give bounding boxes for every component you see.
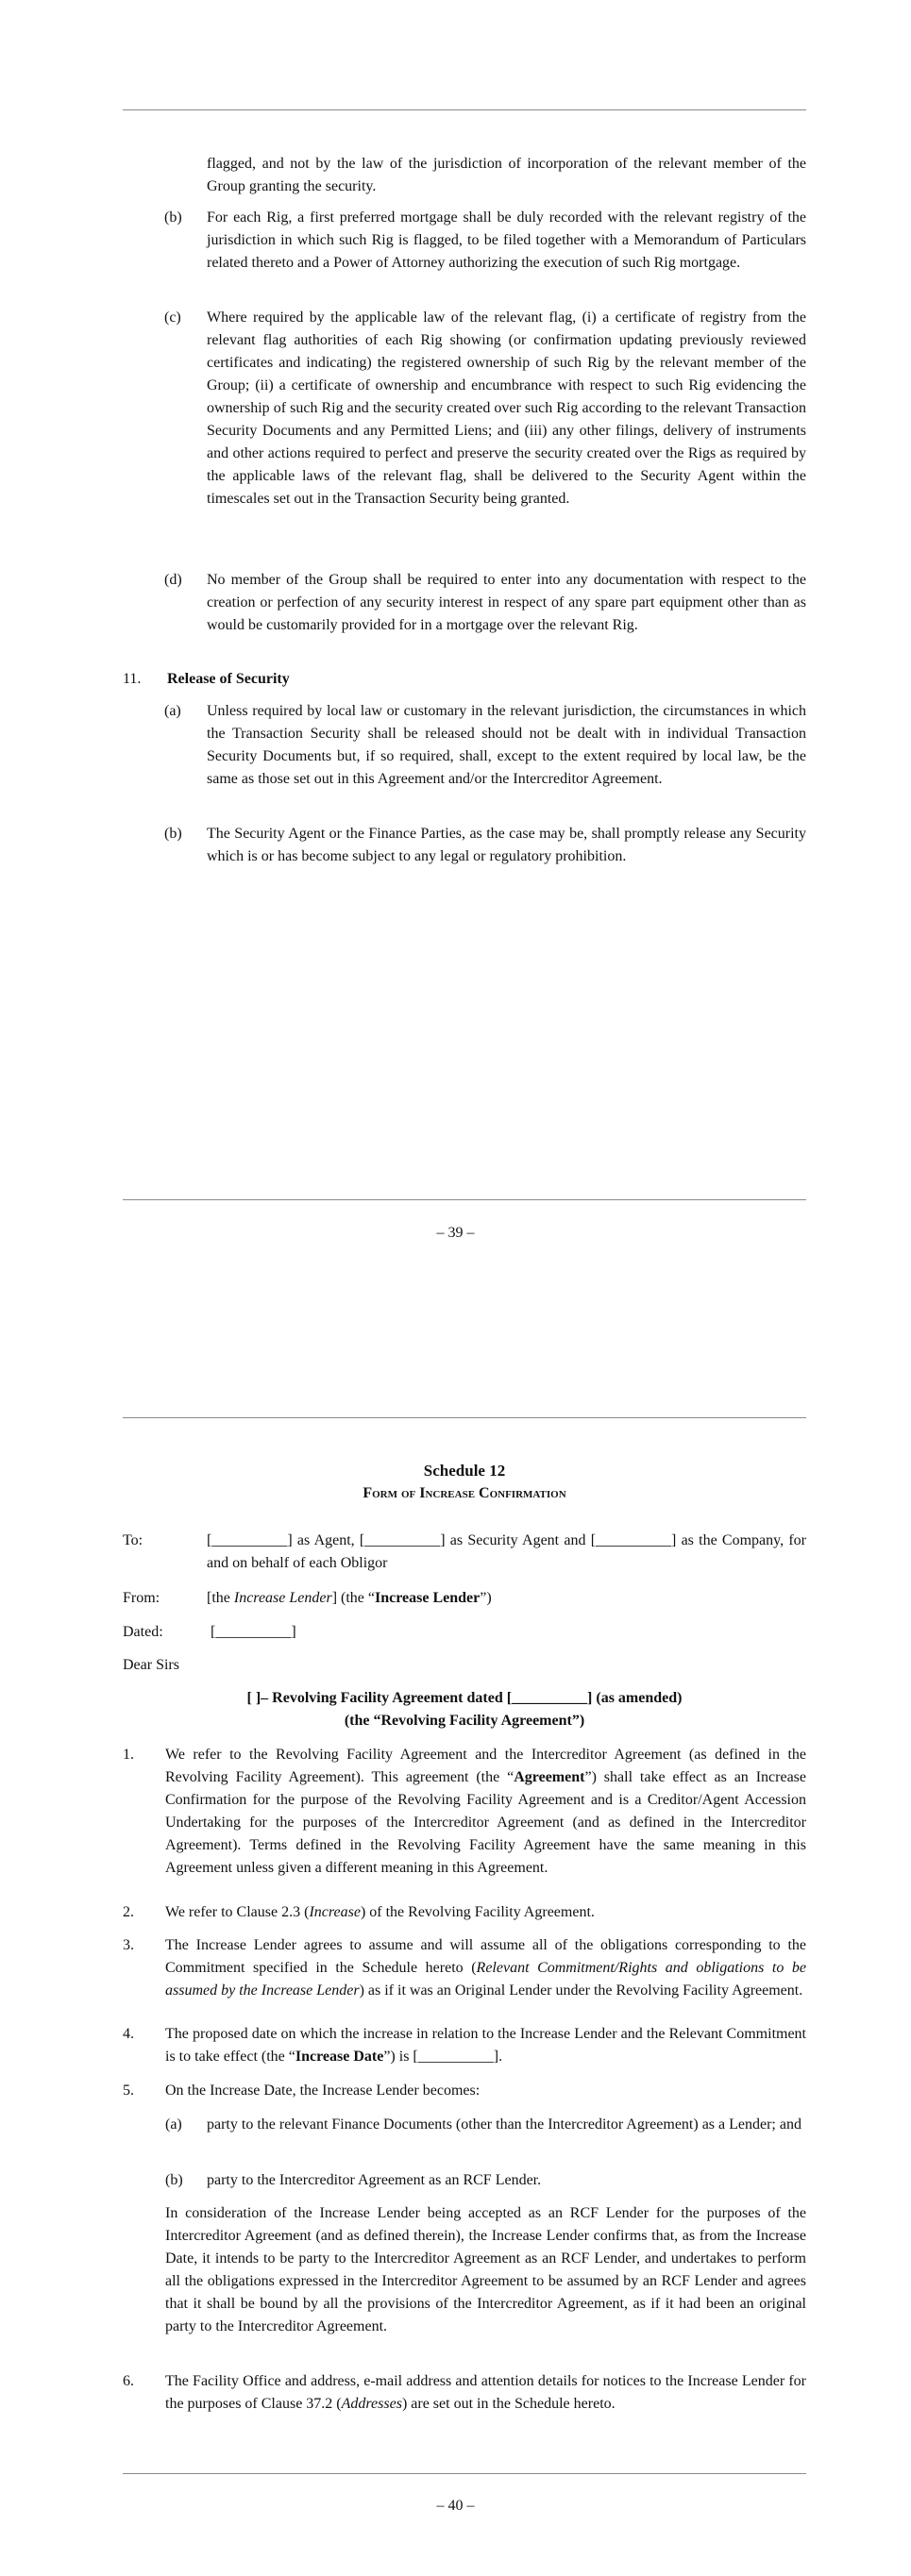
item-c-text: Where required by the applicable law of the relevant flag, (i) a certificate of registry from the relevant flag authorities of each Rig showing (or confirmation updating previously reviewed certificates and indicating) the registered ownership of such Rig by the relevant member of the Group; (ii) a certificate of ownership and encumbrance with respect to such Rig evidencing the ownership of such Rig and the security created over such Rig according to the relevant Transaction Security Documents and any Permitted Liens; and (iii) any other filings, delivery of instruments and other actions required to perfect and preserve the security created over the Rigs as required by the applicable laws of the relevant flag, shall be delivered to the Security Agent within the timescales set out in the Transaction Security being granted. — [207, 309, 806, 507]
para-6-number: 6. — [123, 2373, 134, 2389]
page-number-39: – 39 – — [436, 1225, 475, 1241]
para-4-text: The proposed date on which the increase in relation to the Increase Lender and the Relevant Commitment is to take effect (the “Increase Date”) is [__________]. — [165, 2026, 806, 2065]
footer-rule — [123, 1199, 806, 1200]
para-3-number: 3. — [123, 1937, 134, 1953]
item-d-text: No member of the Group shall be required to enter into any documentation with respect to the creation or perfection of any security interest in respect of any spare part equipment other than as would be customarily provided for in a mortgage over the relevant Rig. — [207, 572, 806, 633]
header-rule — [123, 109, 806, 110]
footer-rule-40 — [123, 2473, 806, 2474]
item-d-label: (d) — [164, 572, 182, 588]
to-label: To: — [123, 1532, 143, 1548]
para-3-text: The Increase Lender agrees to assume and will assume all of the obligations corresponding to the Commitment specified in the Schedule hereto (Relevant Commitment/Rights and obligations to be assumed by the Increase Lender) as if it was an Original Lender under the Revolving Facility Agreement. — [165, 1937, 807, 1999]
letter-heading-line2: (the “Revolving Facility Agreement”) — [344, 1713, 585, 1729]
item-c-label: (c) — [164, 309, 181, 326]
para-1-number: 1. — [123, 1747, 134, 1763]
continuation-text: flagged, and not by the law of the jurisdiction of incorporation of the relevant member of the Group granting the security. — [207, 156, 806, 194]
release-a-text: Unless required by local law or customary in the relevant jurisdiction, the circumstances in which the Transaction Security shall be released should not be dealt with in individual Transaction Security Documents but, if so required, shall, except to the extent required by local law, be the same as those set out in this Agreement and/or the Intercreditor Agreement. — [207, 703, 806, 787]
para-5-number: 5. — [123, 2083, 134, 2099]
para-2-text: We refer to Clause 2.3 (Increase) of the Revolving Facility Agreement. — [165, 1904, 595, 1920]
para-5-a-text: party to the relevant Finance Documents (other than the Intercreditor Agreement) as a Lender; and — [207, 2116, 801, 2133]
para-5-tail: In consideration of the Increase Lender being accepted as an RCF Lender for the purposes of the Intercreditor Agreement (and as defined therein), the Increase Lender confirms that, as from the Increase Date, it intends to be party to the Intercreditor Agreement as an RCF Lender, and undertakes to perform all the obligations expressed in the Intercreditor Agreement to be assumed by an RCF Lender and agrees that it shall be bound by all the provisions of the Intercreditor Agreement, as if it had been an original party to the Intercreditor Agreement. — [165, 2205, 806, 2334]
page-number-40: – 40 – — [436, 2498, 475, 2514]
to-text: [__________] as Agent, [__________] as Security Agent and [__________] as the Company, for and on behalf of each Obligor — [207, 1532, 806, 1571]
release-a-label: (a) — [164, 703, 181, 719]
schedule-subtitle: Form of Increase Confirmation — [363, 1485, 566, 1501]
letter-heading-line1: [ ]– Revolving Facility Agreement dated [__________] (as amended) — [246, 1690, 683, 1706]
release-b-label: (b) — [164, 826, 182, 842]
para-5-text: On the Increase Date, the Increase Lender becomes: — [165, 2083, 481, 2099]
section-number: 11. — [123, 671, 142, 687]
from-label: From: — [123, 1590, 160, 1606]
para-1-text: We refer to the Revolving Facility Agreement and the Intercreditor Agreement (as defined in the Revolving Facility Agreement). This agreement (the “Agreement”) shall take effect as an Increase Confirmation for the purpose of the Revolving Facility Agreement and is a Creditor/Agent Accession Undertaking for the purposes of the Intercreditor Agreement (and as defined in the Intercreditor Agreement). Terms defined in the Revolving Facility Agreement have the same meaning in this Agreement unless given a different meaning in this Agreement. — [165, 1747, 807, 1876]
item-b-label: (b) — [164, 209, 182, 226]
salutation: Dear Sirs — [123, 1657, 179, 1673]
section-title: Release of Security — [167, 671, 290, 687]
schedule-title: Schedule 12 — [423, 1462, 506, 1480]
item-b-text: For each Rig, a first preferred mortgage shall be duly recorded with the relevant registry of the jurisdiction in which such Rig is flagged, to be filed together with a Memorandum of Particulars related thereto and a Power of Attorney authorizing the execution of such Rig mortgage. — [207, 209, 806, 271]
dated-label: Dated: — [123, 1624, 163, 1640]
header-rule-40 — [123, 1417, 806, 1418]
from-text: [the Increase Lender] (the “Increase Lender”) — [207, 1590, 492, 1606]
para-2-number: 2. — [123, 1904, 134, 1920]
para-4-number: 4. — [123, 2026, 134, 2042]
para-5-b-text: party to the Intercreditor Agreement as an RCF Lender. — [207, 2172, 542, 2188]
para-6-text: The Facility Office and address, e-mail address and attention details for notices to the Increase Lender for the purposes of Clause 37.2 (Addresses) are set out in the Schedule hereto. — [165, 2373, 806, 2412]
release-b-text: The Security Agent or the Finance Parties, as the case may be, shall promptly release any Security which is or has become subject to any legal or regulatory prohibition. — [207, 826, 806, 864]
para-5-a-label: (a) — [165, 2116, 182, 2133]
para-5-b-label: (b) — [165, 2172, 183, 2188]
dated-value: [__________] — [211, 1624, 296, 1640]
